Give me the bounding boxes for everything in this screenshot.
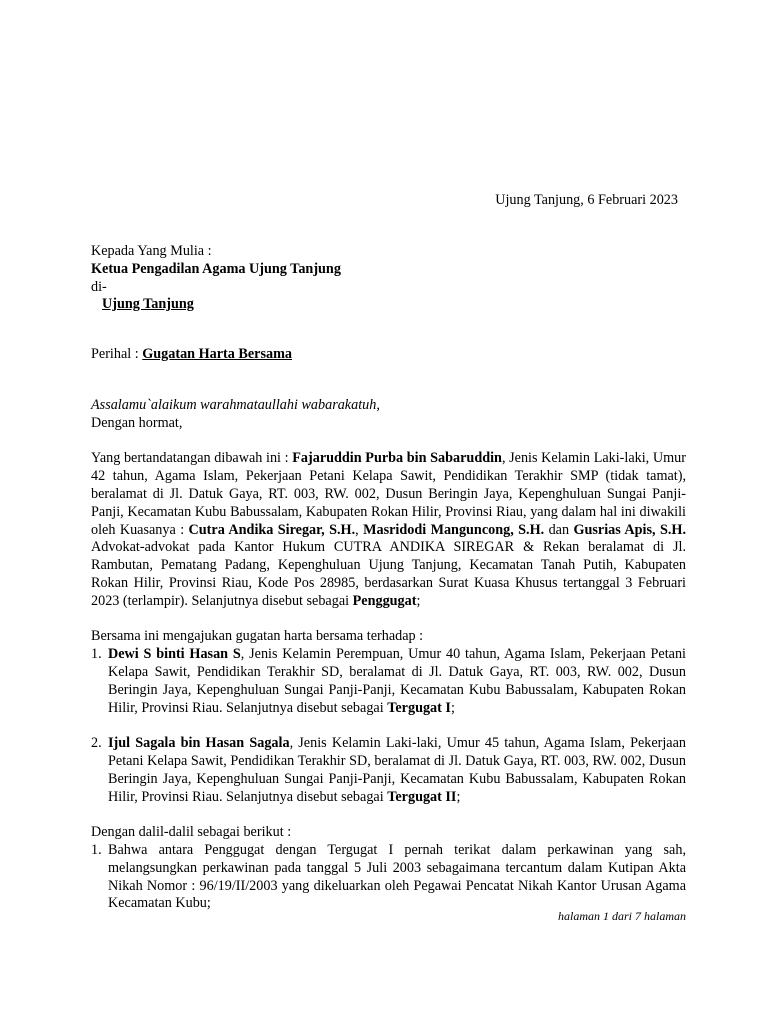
plaintiff-paragraph: Yang bertandatangan dibawah ini : Fajaruddin Purba bin Sabaruddin, Jenis Kelamin Laki-laki, Umur 42 tahun, Agama Islam, Pekerjaan Petani Kelapa Sawit, Pendidikan Terakhir SMP (tidak tamat), beralamat di Jl. Datuk Gaya, RT. 003, RW. 002, Dusun Beringin Jaya, Kepenghuluan Sungai Panji-Panji, Kecamatan Kubu Babussalam, Kabupaten Rokan Hilir, Provinsi Riau, yang dalam hal ini diwakili oleh Kuasanya : Cutra Andika Siregar, S.H., Masridodi Manguncong, S.H. dan Gusrias Apis, S.H. Advokat-advokat pada Kantor Hukum CUTRA ANDIKA SIREGAR & Rekan beralamat di Jl. Rambutan, Pematang Padang, Kepenghuluan Ujung Tanjung, Kecamatan Tanah Putih, Kabupaten Rokan Hilir, Provinsi Riau, Kode Pos 28985, berdasarkan Surat Kuasa Khusus tertanggal 3 Februari 2023 (terlampir). Selanjutnya disebut sebagai Penggugat;: [91, 450, 686, 609]
plaintiff-name: Fajaruddin Purba bin Sabaruddin: [292, 450, 502, 467]
recipient-city: Ujung Tanjung: [102, 296, 194, 313]
letter-body: [91, 397, 686, 913]
argument-item: 1. Bahwa antara Penggugat dengan Tergugat I pernah terikat dalam perkawinan yang sah, melangsungkan perkawinan pada tanggal 5 Juli 2003 sebagaimana tercantum dalam Kutipan Akta Nikah Nomor : 96/19/II/2003 yang dikeluarkan oleh Pegawai Pencatat Nikah Kantor Urusan Agama Kecamatan Kubu;: [91, 841, 686, 912]
recipient-di: di-: [91, 278, 107, 295]
lawyer-1: Cutra Andika Siregar, S.H.: [188, 521, 356, 538]
lawyer-3: Gusrias Apis, S.H.: [573, 521, 686, 538]
defendant-item: 2. Ijul Sagala bin Hasan Sagala, Jenis Kelamin Laki-laki, Umur 45 tahun, Agama Islam, Pekerjaan Petani Kelapa Sawit, Pendidikan Terakhir SD, beralamat di Jl. Datuk Gaya, RT. 003, RW. 002, Dusun Beringin Jaya, Kepenghuluan Sungai Panji-Panji, Kecamatan Kubu Babussalam, Kabupaten Rokan Hilir, Provinsi Riau. Selanjutnya disebut sebagai Tergugat II;: [91, 735, 687, 805]
recipient-court: Ketua Pengadilan Agama Ujung Tanjung: [91, 260, 341, 277]
recipient-block: [91, 243, 341, 314]
greeting: Assalamu`alaikum warahmataullahi wabarakatuh,: [91, 397, 380, 413]
defendants-intro: Bersama ini mengajukan gugatan harta bersama terhadap :: [91, 628, 424, 645]
defendant-role: Tergugat II: [387, 788, 457, 805]
subject-line: [91, 346, 292, 364]
opening: Dengan hormat,: [91, 414, 183, 431]
recipient-salutation: Kepada Yang Mulia :: [91, 243, 212, 259]
defendant-item: 1. Dewi S binti Hasan S, Jenis Kelamin Perempuan, Umur 40 tahun, Agama Islam, Pekerjaan Petani Kelapa Sawit, Pendidikan Terakhir SD, beralamat di Jl. Datuk Gaya, RT. 003, RW. 002, Dusun Beringin Jaya, Kepenghuluan Sungai Panji-Panji, Kecamatan Kubu Babussalam, Kabupaten Rokan Hilir, Provinsi Riau. Selanjutnya disebut sebagai Tergugat I;: [91, 646, 686, 716]
arguments-intro: Dengan dalil-dalil sebagai berikut :: [91, 824, 292, 841]
defendant-role: Tergugat I: [387, 699, 451, 716]
plaintiff-role: Penggugat: [352, 592, 417, 609]
defendant-name: Ijul Sagala bin Hasan Sagala: [108, 735, 290, 752]
page-footer: halaman 1 dari 7 halaman: [557, 909, 686, 923]
lawyer-2: Masridodi Manguncong, S.H.: [363, 521, 545, 538]
defendant-name: Dewi S binti Hasan S: [108, 646, 241, 663]
letter-date: Ujung Tanjung, 6 Februari 2023: [495, 192, 678, 208]
subject-value: Gugatan Harta Bersama: [142, 346, 292, 362]
subject-label: Perihal :: [91, 346, 143, 362]
